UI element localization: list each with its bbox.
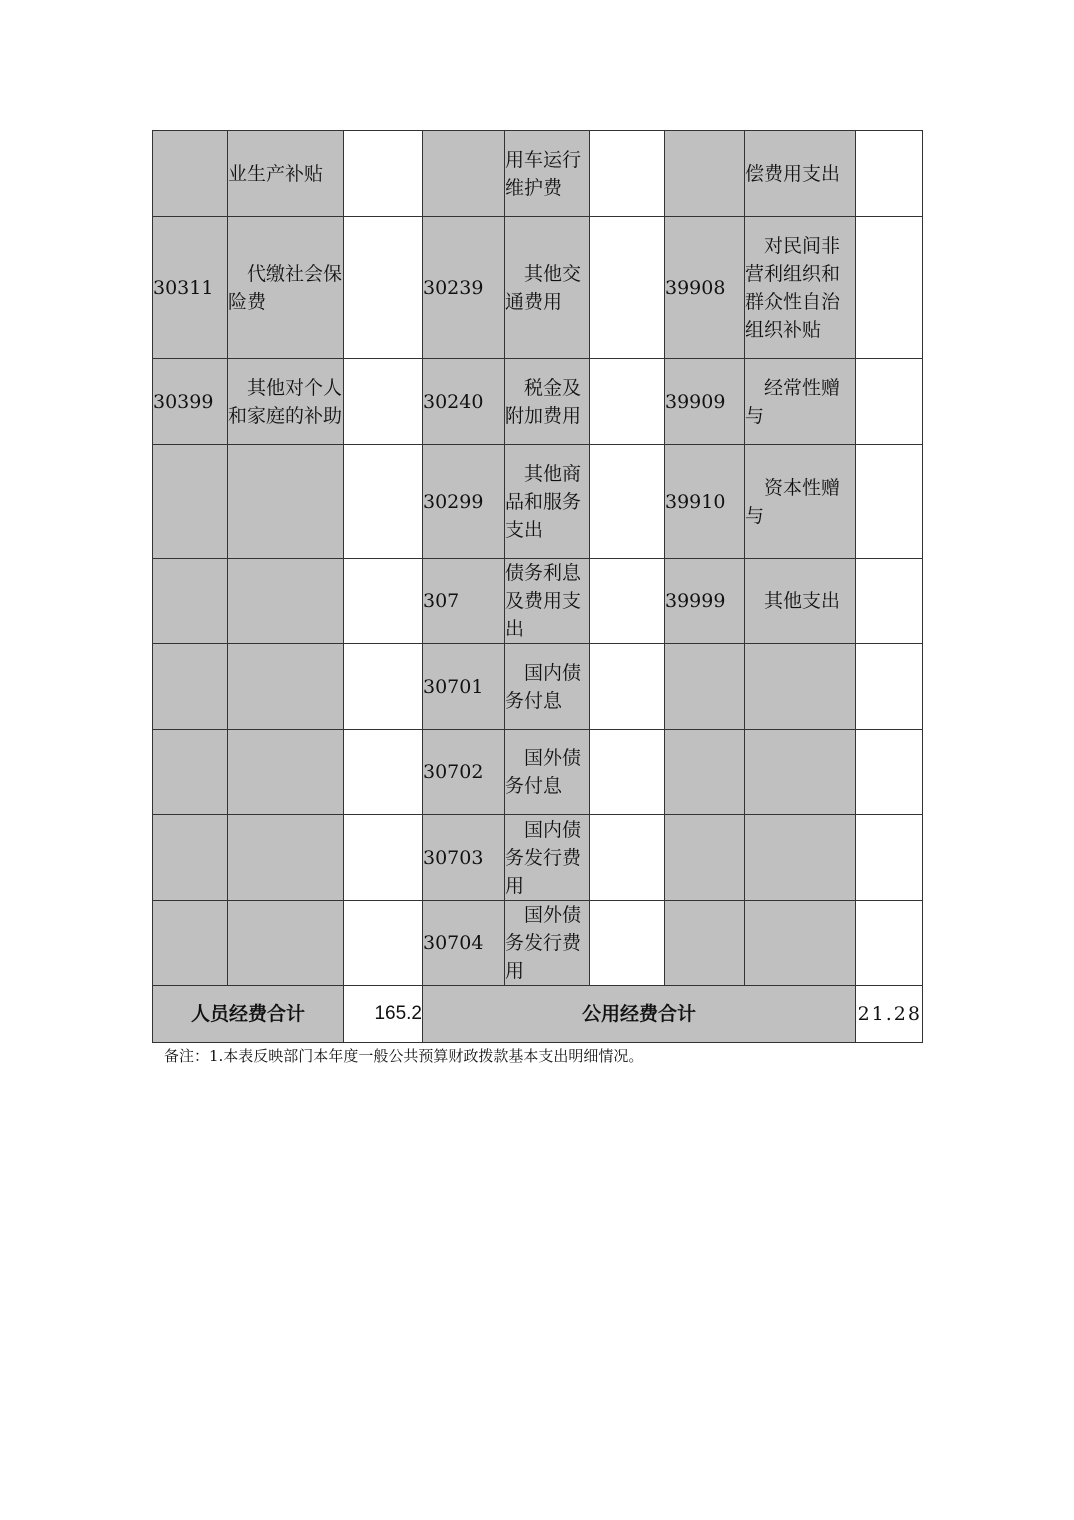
item-name: 国外债务付息 [505, 747, 582, 797]
item-name: 经常性赠与 [745, 376, 841, 427]
item-name-cell [745, 559, 856, 644]
item-name-cell [745, 815, 856, 901]
item-name-cell [745, 131, 856, 217]
amount-cell [344, 445, 423, 559]
item-name-cell [228, 730, 344, 815]
code-cell: 30704 [423, 901, 505, 986]
amount-cell [344, 359, 423, 445]
item-name-cell [745, 217, 856, 359]
item-name: 其他对个人和家庭的补助 [228, 376, 343, 427]
amount-cell [344, 815, 423, 901]
amount-cell [856, 217, 923, 359]
table-row [153, 217, 923, 359]
amount-cell [590, 901, 665, 986]
item-name: 业生产补贴 [228, 162, 324, 185]
item-name: 代缴社会保险费 [228, 262, 343, 313]
item-name-cell [228, 359, 344, 445]
amount-cell [590, 730, 665, 815]
item-name-cell [505, 217, 590, 359]
item-name-cell [228, 644, 344, 730]
amount-cell [856, 359, 923, 445]
amount-cell [590, 131, 665, 217]
item-name: 偿费用支出 [745, 162, 841, 185]
item-name-cell [228, 131, 344, 217]
item-name-cell [745, 901, 856, 986]
item-name-cell [745, 730, 856, 815]
table-row [153, 644, 923, 730]
item-name: 税金及附加费用 [505, 376, 582, 427]
public-total-value: 21.28 [856, 986, 923, 1043]
amount-cell [344, 217, 423, 359]
code-cell: 30702 [423, 730, 505, 815]
table-row [153, 730, 923, 815]
amount-cell [344, 559, 423, 644]
item-name-cell [228, 445, 344, 559]
amount-cell [344, 901, 423, 986]
code-cell: 39910 [665, 445, 745, 559]
code-cell [153, 730, 228, 815]
table-row [153, 359, 923, 445]
code-cell: 307 [423, 559, 505, 644]
totals-row [153, 986, 923, 1043]
code-cell [153, 559, 228, 644]
code-cell: 30299 [423, 445, 505, 559]
code-cell: 30311 [153, 217, 228, 359]
table-row [153, 559, 923, 644]
table-row [153, 815, 923, 901]
amount-cell [344, 131, 423, 217]
amount-cell [590, 815, 665, 901]
item-name: 国外债务发行费用 [505, 904, 582, 982]
code-cell [665, 131, 745, 217]
amount-cell [856, 730, 923, 815]
code-cell: 39909 [665, 359, 745, 445]
item-name-cell [505, 559, 590, 644]
amount-cell [590, 359, 665, 445]
public-total-label: 公用经费合计 [423, 986, 856, 1043]
code-cell [153, 815, 228, 901]
item-name-cell [505, 131, 590, 217]
personnel-total-label: 人员经费合计 [153, 986, 344, 1043]
item-name-cell [505, 445, 590, 559]
item-name-cell [228, 217, 344, 359]
code-cell: 39999 [665, 559, 745, 644]
amount-cell [590, 445, 665, 559]
item-name-cell [228, 901, 344, 986]
code-cell [423, 131, 505, 217]
code-cell [665, 815, 745, 901]
item-name: 其他支出 [764, 590, 841, 612]
amount-cell [590, 559, 665, 644]
code-cell [665, 644, 745, 730]
item-name-cell [505, 815, 590, 901]
code-cell: 30240 [423, 359, 505, 445]
code-cell [153, 901, 228, 986]
code-cell [665, 730, 745, 815]
table-row [153, 131, 923, 217]
table-row [153, 901, 923, 986]
item-name-cell [745, 359, 856, 445]
code-cell [153, 445, 228, 559]
amount-cell [856, 445, 923, 559]
code-cell: 30701 [423, 644, 505, 730]
item-name: 其他交通费用 [505, 262, 582, 313]
expenditure-detail-table [152, 130, 923, 1043]
item-name: 债务利息及费用支出 [505, 562, 582, 640]
amount-cell [856, 901, 923, 986]
code-cell [153, 644, 228, 730]
code-cell: 39908 [665, 217, 745, 359]
code-cell [153, 131, 228, 217]
table-footnote: 备注：1.本表反映部门本年度一般公共预算财政拨款基本支出明细情况。 [164, 1047, 644, 1065]
item-name-cell [505, 644, 590, 730]
item-name-cell [228, 559, 344, 644]
item-name: 对民间非营利组织和群众性自治组织补贴 [745, 234, 841, 341]
item-name-cell [505, 359, 590, 445]
amount-cell [590, 644, 665, 730]
item-name-cell [745, 644, 856, 730]
table-row [153, 445, 923, 559]
item-name-cell [505, 730, 590, 815]
item-name-cell [228, 815, 344, 901]
personnel-total-value: 165.2 [344, 986, 423, 1043]
item-name: 国内债务发行费用 [505, 818, 582, 897]
amount-cell [856, 559, 923, 644]
amount-cell [856, 131, 923, 217]
code-cell: 30703 [423, 815, 505, 901]
code-cell: 30239 [423, 217, 505, 359]
item-name: 国内债务付息 [505, 661, 582, 712]
item-name: 其他商品和服务支出 [505, 462, 582, 541]
amount-cell [856, 815, 923, 901]
item-name: 用车运行维护费 [505, 148, 582, 199]
amount-cell [344, 644, 423, 730]
amount-cell [856, 644, 923, 730]
code-cell: 30399 [153, 359, 228, 445]
item-name: 资本性赠与 [745, 476, 841, 527]
amount-cell [344, 730, 423, 815]
item-name-cell [505, 901, 590, 986]
item-name-cell [745, 445, 856, 559]
code-cell [665, 901, 745, 986]
amount-cell [590, 217, 665, 359]
